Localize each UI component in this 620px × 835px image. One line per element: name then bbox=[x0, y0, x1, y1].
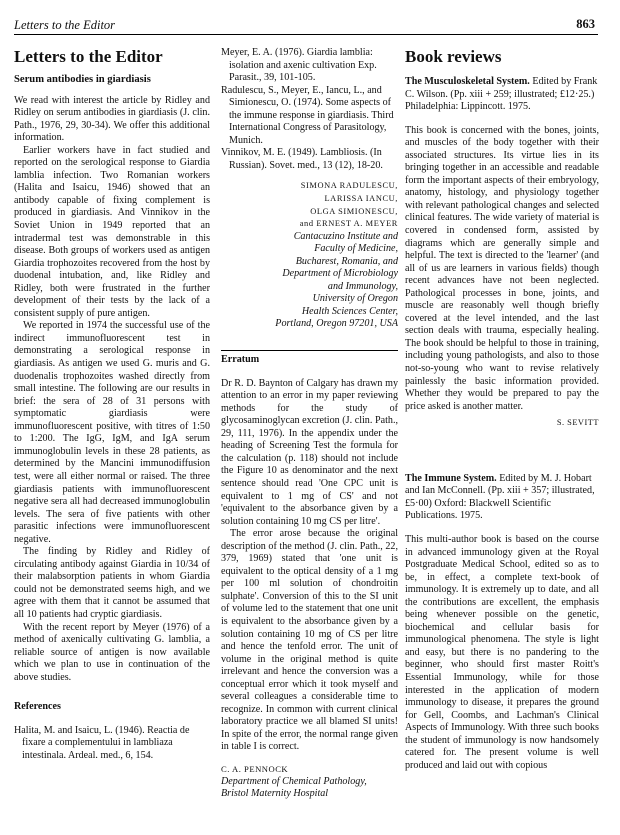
reviewer-name: S. SEVITT bbox=[556, 418, 599, 428]
column-letters bbox=[14, 47, 210, 762]
signatory-name: and ERNEST A. MEYER bbox=[299, 219, 398, 229]
author-affiliation: Department of Chemical Pathology, bbox=[221, 775, 367, 787]
column-middle bbox=[221, 47, 398, 801]
book-details: Edited by M. J. Hobart and Ian McConnell. (Pp. xiii + 357; illustrated, £5·00) Oxford: Blackwell Scientific Publications. 1975. bbox=[405, 472, 595, 522]
affiliation-line: University of Oregon bbox=[312, 293, 398, 305]
erratum-paragraph: The error arose because the original description of the method (J. clin. Path., 22, 379, 1969) stated that 'one unit is equivalent to the optical density of a 1 mg per 100 ml solution of chondroitin sulphate'. Conversion of this to the SI unit of volume led to the statement that one unit is equivalent to the absorbance given by a solution containing 10 mg of CS per litre and hence the tenfold error. The unit of volume in the original method is quite irrelevant and hence the conversion was a conceptual error which it took myself and several colleagues a considerable time to recognize. In common with current clinical laboratory practice we all blamed SI units! In spite of the error, the normal range given in table I is correct. bbox=[221, 528, 398, 753]
affiliation-line: Bucharest, Romania, and bbox=[295, 255, 398, 267]
reference-item: Radulescu, S., Meyer, E., Iancu, L., and Simionescu, O. (1974). Some aspects of the immune response in giardiasis. Third International Congress of Parasitology, Munich. bbox=[221, 84, 394, 146]
header-rule bbox=[14, 34, 598, 35]
book-review-text: This multi-author book is based on the course in advanced immunology given at the Royal Postgraduate Medical School, edited so as to be, in effect, a complete text-book of immunology. It is extremely up to date, and all the contributions are excellent, the emphasis being whenever possible on the genetic, biochemical and cellular basis for immunological phenomena. The style is light and easy, but there is no pandering to the beginner, who should first master Roitt's Essential Immunology, while for those interested in the application of modern immunology to disease, it prepares the ground for Gell, Coombs, and Lachman's Clinical Aspects of Immunology. With three such books the student of immunology is now handsomely catered for. The present volume is well produced and laid out with copious bbox=[405, 533, 599, 771]
author-name: C. A. PENNOCK bbox=[221, 763, 289, 774]
erratum-paragraph: Dr R. D. Baynton of Calgary has drawn my attention to an error in my paper reviewing methods for the study of glycosaminoglycan excretion (J. clin. Path., 29, 111, 1976). In the appendix under the heading of Screening Test the formula for the calculation (p. 118) should not include the Figure 10 as denominator and the next sentence should read 'One CPC unit is equivalent to 1 mg of CS' and not 'equivalent to the absorbance given by a solution containing 10 mg CS per litre'. bbox=[221, 377, 398, 527]
reference-item: Halita, M. and Isaicu, L. (1946). Reactia de fixare a complementului in lambliaza intestinala. Ardeal. med., 6, 154. bbox=[14, 724, 190, 761]
letter-title: Serum antibodies in giardiasis bbox=[14, 74, 151, 85]
page-number: 863 bbox=[576, 17, 595, 31]
references-heading: References bbox=[14, 701, 61, 713]
book-citation bbox=[405, 76, 599, 114]
running-title: Letters to the Editor bbox=[14, 18, 116, 32]
affiliation-line: Health Sciences Center, bbox=[301, 305, 398, 317]
section-title-book-reviews: Book reviews bbox=[405, 47, 502, 66]
letter-paragraph: We read with interest the article by Ridley and Ridley on serum antibodies in giardiasis (J. clin. Path., 1976, 29, 30-34). We offer this additional information. bbox=[14, 94, 210, 144]
reference-item: Meyer, E. A. (1976). Giardia lamblia: isolation and axenic cultivation Exp. Parasit., 39, 101-105. bbox=[221, 47, 377, 84]
section-title-letters: Letters to the Editor bbox=[14, 47, 163, 66]
letter-signature bbox=[221, 180, 398, 331]
book-review-text: This book is concerned with the bones, joints, and muscles of the body together with their associated structures. Its virtue lies in its bringing together in an accessible and readable form the important aspects of their embryology, anatomy, histology, and physiology together with relevant pathological changes and selected clinical features. The wide variety of material is covered in condensed form, assisted by diagrams which are generally simple and helpful. The text is directed to the 'learner' (and all of us are learners in various fields) though recent advances have not been neglected. Pathological processes in bone, joints, and muscle are reasonably well though briefly covered at the level intended, and the last section deals with trauma, especially healing. The book should be helpful to those in training, including young pathologists, and also to those not-so-young who want to revise relatively painlessly the basic information provided. Whether they would be prepared to pay the price asked is another matter. bbox=[405, 124, 599, 412]
affiliation-line: and Immunology, bbox=[327, 280, 398, 292]
letter-paragraph: With the recent report by Meyer (1976) of a method of axenically cultivating G. lamblia, a reliable source of antigen is now available which we plan to use in continuation of the above studies. bbox=[14, 621, 210, 683]
column-book-reviews bbox=[405, 47, 599, 772]
affiliation-line: Department of Microbiology bbox=[282, 268, 398, 280]
book-title: The Musculoskeletal System. bbox=[405, 76, 530, 87]
letter-paragraph: The finding by Ridley and Ridley of circulating antibody against Giardia in 10/34 of their malabsorption patients in whom Giardia could not be demonstrated seems high, and we agree with them that it cannot be assumed that all 10 patients had cryptic giardiasis. bbox=[14, 546, 210, 620]
book-citation bbox=[405, 473, 599, 523]
erratum-heading: Erratum bbox=[221, 350, 398, 367]
signatory-name: OLGA SIMIONESCU, bbox=[310, 206, 398, 216]
erratum-signature bbox=[221, 763, 398, 801]
affiliation-line: Portland, Oregon 97201, USA bbox=[275, 318, 398, 330]
signatory-name: SIMONA RADULESCU, bbox=[300, 181, 398, 191]
author-affiliation: Bristol Maternity Hospital bbox=[221, 788, 329, 800]
letter-paragraph: We reported in 1974 the successful use of the indirect immunofluorescent test in demonstrating a serological response in giardiasis. As antigen we used G. muris and G. duodenalis trophozoites washed directly from small intestine. The following are our results in brief: the sera of 28 of 31 persons with symptomatic giardiasis were immunofluorescent positive, with titres of 1:50 to 1:200. The IgG, IgM, and IgA serum immunoglobulin levels in these 28 patients, as determined by the Mancini immunodiffusion test, were all either normal or raised. The three giardiasis patients with immunofluorescent negative sera all had decreased immunoglobulin levels. The sera of five patients with other parasitic infections were immunofluorescent negative. bbox=[14, 320, 210, 545]
book-title: The Immune System. bbox=[405, 472, 497, 484]
letter-paragraph: Earlier workers have in fact studied and reported on the serological response to Giardia lamblia infection. Two Romanian workers (Halita and Isaicu, 1946) showed that an antibody capable of fixing complement is produced in giardiasis. And Vinnikov in the Soviet Union in 1949 reported that an intradermal test was demonstrable in this disease. Both groups of workers used as antigen Giardia trophozoites recovered from the host by duodenal intubation, and, like Ridley and Ridley, both were frustrated in the further development of their tests by the lack of a consistent supply of pure antigen. bbox=[14, 144, 210, 319]
signatory-name: LARISSA IANCU, bbox=[324, 194, 398, 204]
book-details: Edited by Frank C. Wilson. (Pp. xiii + 259; illustrated; £12·25.) Philadelphia: Lippincott. 1975. bbox=[405, 76, 598, 113]
affiliation-line: Cantacuzino Institute and bbox=[293, 230, 398, 242]
reference-item: Vinnikov, M. E. (1949). Lambliosis. (In Russian). Sovet. med., 13 (12), 18-20. bbox=[221, 147, 383, 171]
affiliation-line: Faculty of Medicine, bbox=[314, 243, 398, 255]
